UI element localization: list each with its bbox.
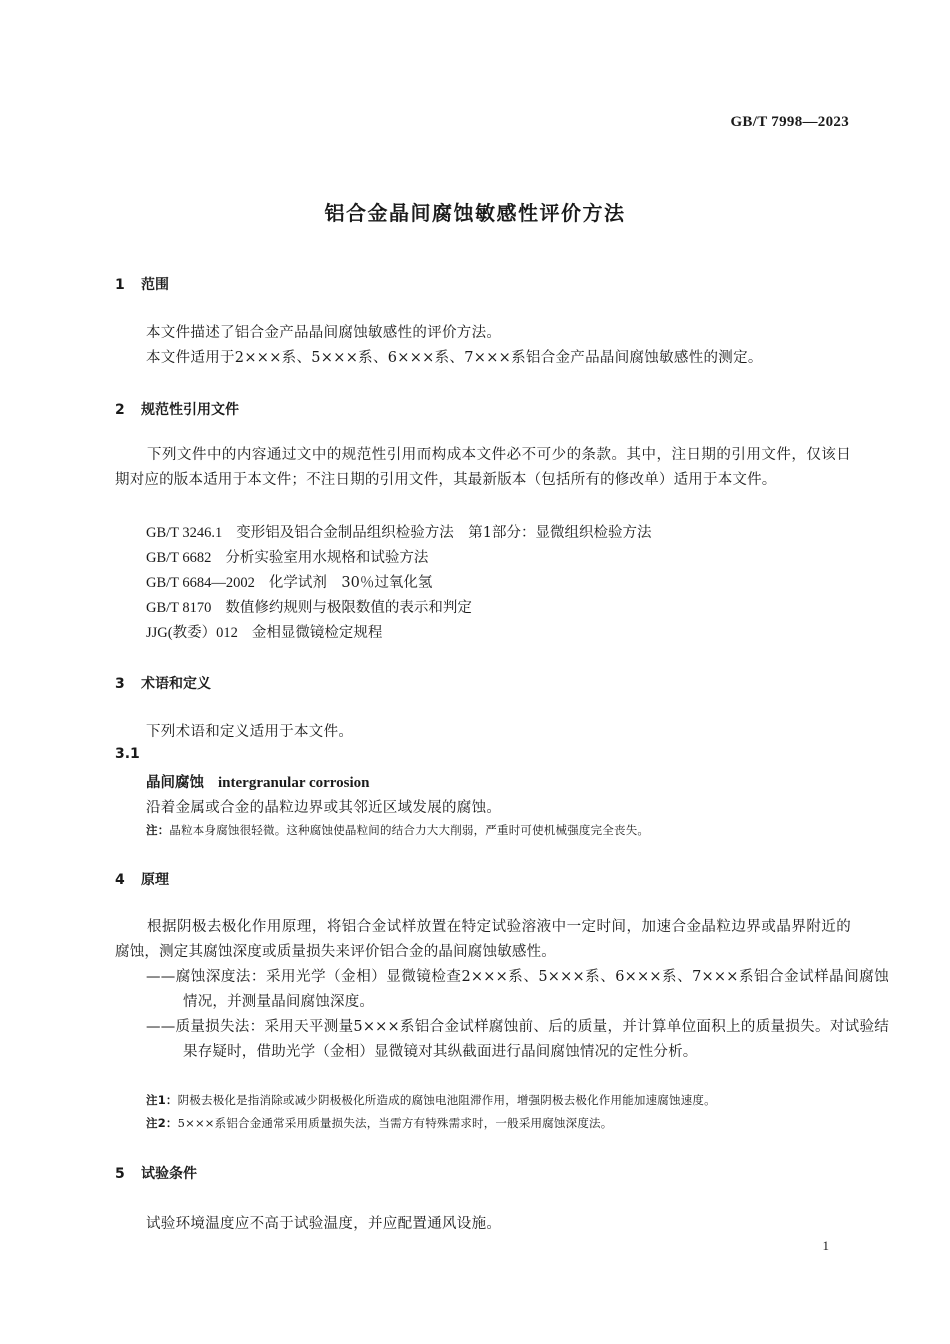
note-text: 阴极去极化是指消除或减少阴极极化所造成的腐蚀电池阻滞作用，增强阴极去极化作用能加速腐蚀速度。 bbox=[177, 1093, 716, 1107]
reference-title: 数值修约规则与极限数值的表示和判定 bbox=[225, 600, 472, 616]
section-2-heading bbox=[115, 399, 239, 419]
reference-code: GB/T 3246.1 bbox=[146, 525, 223, 541]
reference-code: GB/T 8170 bbox=[146, 600, 212, 616]
reference-item bbox=[146, 521, 652, 542]
reference-title: 金相显微镜检定规程 bbox=[251, 625, 383, 641]
subsection-number: 3.1 bbox=[115, 746, 140, 762]
list-item: ——腐蚀深度法：采用光学（金相）显微镜检查2×××系、5×××系、6×××系、7×××系铝合金试样晶间腐蚀情况，并测量晶间腐蚀深度。 bbox=[146, 969, 889, 1010]
section-title: 试验条件 bbox=[141, 1166, 197, 1182]
section-4-heading bbox=[115, 869, 169, 889]
term-entry bbox=[146, 771, 370, 792]
standard-number: GB/T 7998—2023 bbox=[730, 114, 849, 130]
reference-title: 变形铝及铝合金制品组织检验方法 第1部分：显微组织检验方法 bbox=[236, 525, 652, 541]
section-title: 原理 bbox=[141, 872, 169, 888]
note-text: 晶粒本身腐蚀很轻微。这种腐蚀使晶粒间的结合力大大削弱，严重时可使机械强度完全丧失。 bbox=[169, 823, 650, 837]
reference-code: GB/T 6682 bbox=[146, 550, 212, 566]
note bbox=[146, 1115, 612, 1131]
reference-item bbox=[146, 571, 432, 592]
section-title: 范围 bbox=[141, 277, 169, 293]
note-text: 5×××系铝合金通常采用质量损失法，当需方有特殊需求时，一般采用腐蚀深度法。 bbox=[177, 1116, 613, 1130]
paragraph: 下列文件中的内容通过文中的规范性引用而构成本文件必不可少的条款。其中，注日期的引用文件，仅该日期对应的版本适用于本文件；不注日期的引用文件，其最新版本（包括所有的修改单）适用于本文件。 bbox=[115, 447, 851, 488]
section-number: 4 bbox=[115, 872, 125, 888]
reference-code: JJG(教委）012 bbox=[146, 625, 238, 641]
note bbox=[146, 1092, 716, 1108]
paragraph: 试验环境温度应不高于试验温度，并应配置通风设施。 bbox=[146, 1216, 502, 1232]
reference-title: 化学试剂 30％过氧化氢 bbox=[268, 575, 433, 591]
section-1-heading bbox=[115, 274, 169, 294]
note bbox=[146, 822, 649, 838]
reference-code: GB/T 6684—2002 bbox=[146, 575, 255, 591]
section-title: 术语和定义 bbox=[141, 676, 211, 692]
note-label: 注2： bbox=[146, 1116, 178, 1130]
paragraph: 根据阴极去极化作用原理，将铝合金试样放置在特定试验溶液中一定时间，加速合金晶粒边界或晶界附近的腐蚀，测定其腐蚀深度或质量损失来评价铝合金的晶间腐蚀敏感性。 bbox=[115, 919, 851, 960]
section-3-heading bbox=[115, 673, 211, 693]
term-english: intergranular corrosion bbox=[218, 775, 370, 791]
reference-title: 分析实验室用水规格和试验方法 bbox=[225, 550, 429, 566]
document-title: 铝合金晶间腐蚀敏感性评价方法 bbox=[324, 201, 626, 225]
paragraph: 本文件适用于2×××系、5×××系、6×××系、7×××系铝合金产品晶间腐蚀敏感性的测定。 bbox=[146, 350, 763, 366]
section-number: 1 bbox=[115, 277, 125, 293]
section-number: 5 bbox=[115, 1166, 125, 1182]
section-5-heading bbox=[115, 1163, 197, 1183]
term-chinese: 晶间腐蚀 bbox=[146, 775, 204, 791]
list-item: ——质量损失法：采用天平测量5×××系铝合金试样腐蚀前、后的质量，并计算单位面积上的质量损失。对试验结果存疑时，借助光学（金相）显微镜对其纵截面进行晶间腐蚀情况的定性分析。 bbox=[146, 1019, 889, 1060]
section-number: 3 bbox=[115, 676, 125, 692]
paragraph: 本文件描述了铝合金产品晶间腐蚀敏感性的评价方法。 bbox=[146, 325, 502, 341]
note-label: 注1： bbox=[146, 1093, 178, 1107]
reference-item bbox=[146, 596, 472, 617]
note-label: 注： bbox=[146, 823, 170, 837]
reference-item bbox=[146, 621, 382, 642]
page-number: 1 bbox=[822, 1238, 829, 1253]
section-title: 规范性引用文件 bbox=[141, 402, 239, 418]
section-number: 2 bbox=[115, 402, 125, 418]
reference-item bbox=[146, 546, 428, 567]
term-definition: 沿着金属或合金的晶粒边界或其邻近区域发展的腐蚀。 bbox=[146, 800, 502, 816]
paragraph: 下列术语和定义适用于本文件。 bbox=[146, 724, 354, 740]
